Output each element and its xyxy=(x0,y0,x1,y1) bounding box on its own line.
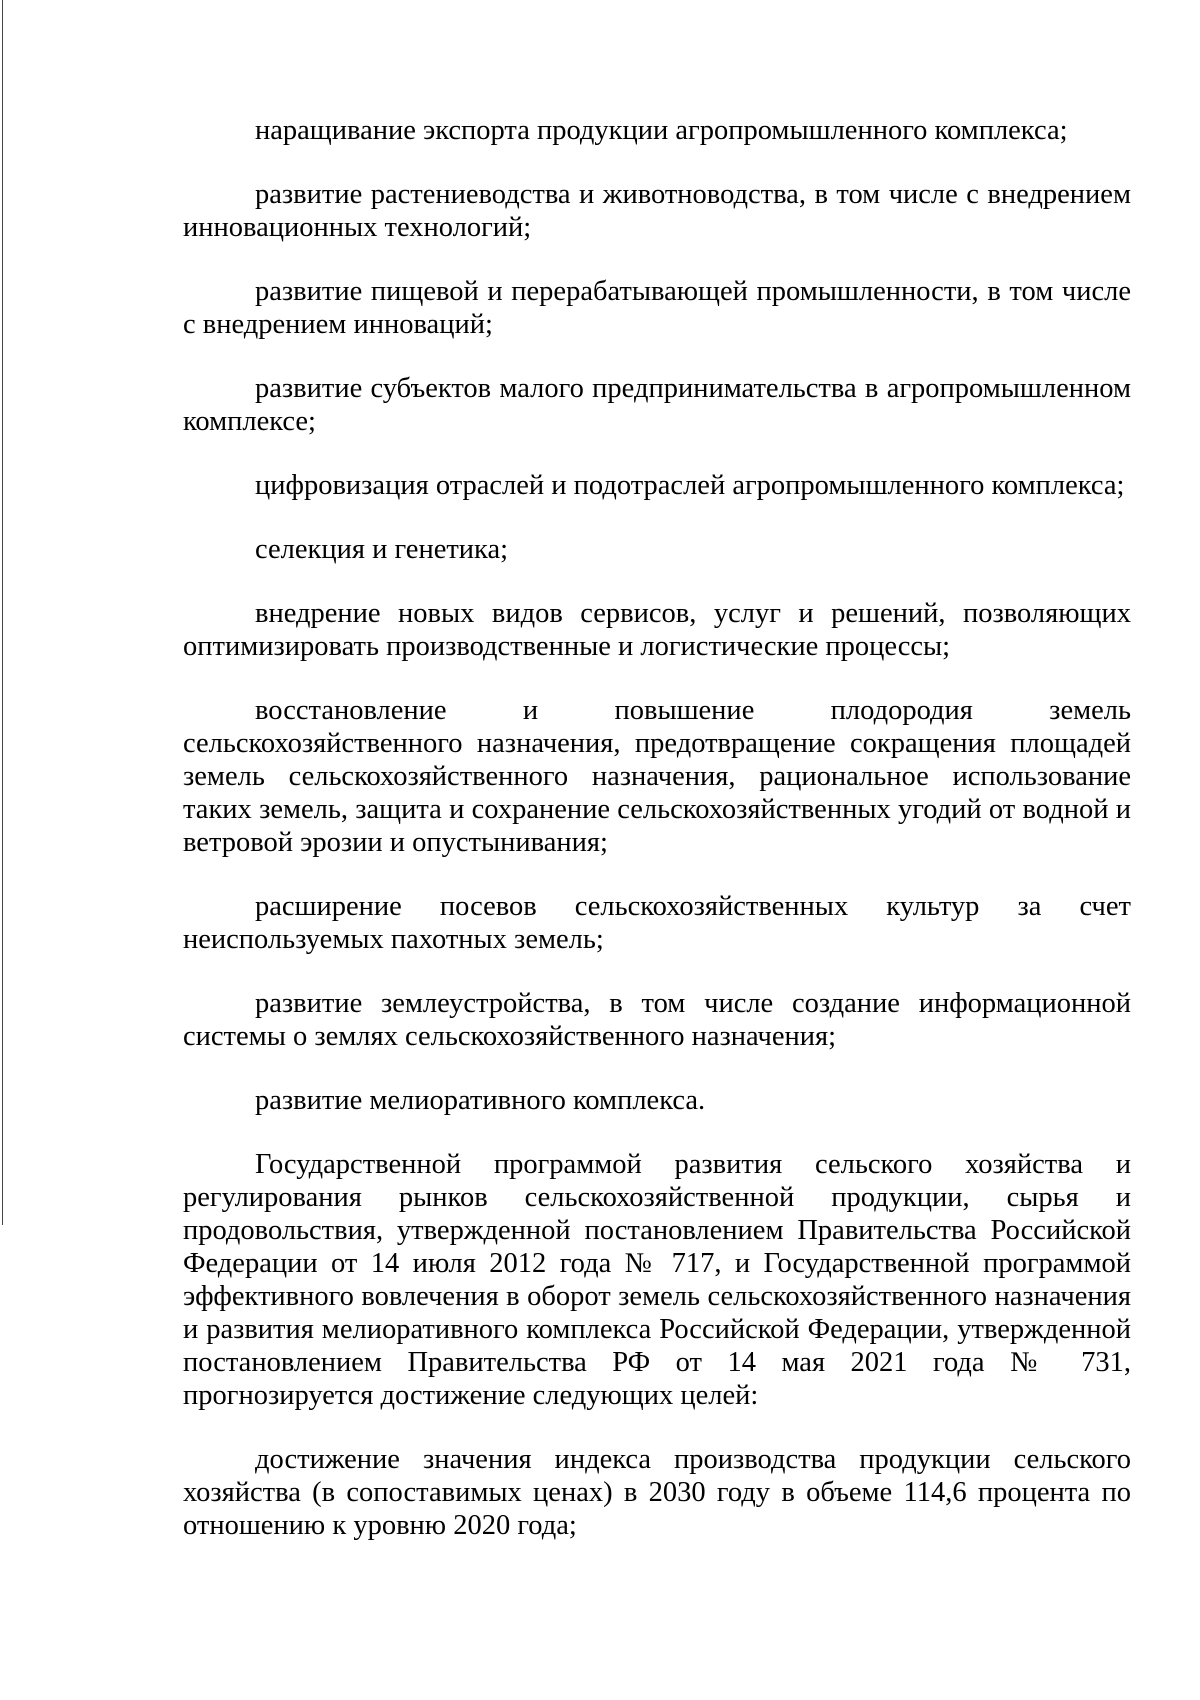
paragraph-new-services: внедрение новых видов сервисов, услуг и решений, позволяющих оптимизировать производственные и логистические процессы; xyxy=(183,598,1131,662)
paragraph-selection-genetics: селекция и генетика; xyxy=(255,534,509,565)
paragraph-land-management: развитие землеустройства, в том числе создание информационной системы о землях сельскохозяйственного назначения; xyxy=(183,988,1131,1052)
paragraph-production-index: достижение значения индекса производства продукции сельского хозяйства (в сопоставимых ценах) в 2030 году в объеме 114,6 процента по отношению к уровню 2020 года; xyxy=(183,1444,1131,1541)
paragraph-soil-fertility: восстановление и повышение плодородия земель сельскохозяйственного назначения, предотвращение сокращения площадей земель сельскохозяйственного назначения, рациональное использование таких земель, защита и сохранение сельскохозяйственных угодий от водной и ветровой эрозии и опустынивания; xyxy=(183,695,1131,858)
paragraph-digitalization: цифровизация отраслей и подотраслей агропромышленного комплекса; xyxy=(255,470,1125,501)
document-body xyxy=(183,114,1131,1573)
paragraph-melioration: развитие мелиоративного комплекса. xyxy=(255,1085,706,1116)
paragraph-small-business: развитие субъектов малого предпринимательства в агропромышленном комплексе; xyxy=(183,373,1131,437)
scan-edge-line xyxy=(2,0,3,1225)
paragraph-food-industry: развитие пищевой и перерабатывающей промышленности, в том числе с внедрением инноваций; xyxy=(183,276,1131,340)
paragraph-crop-livestock: развитие растениеводства и животноводства, в том числе с внедрением инновационных технологий; xyxy=(183,179,1131,243)
paragraph-export: наращивание экспорта продукции агропромышленного комплекса; xyxy=(255,115,1068,146)
paragraph-state-programs: Государственной программой развития сельского хозяйства и регулирования рынков сельскохозяйственной продукции, сырья и продовольствия, утвержденной постановлением Правительства Российской Федерации от 14 июля 2012 года № 717, и Государственной программой эффективного вовлечения в оборот земель сельскохозяйственного назначения и развития мелиоративного комплекса Российской Федерации, утвержденной постановлением Правительства РФ от 14 мая 2021 года № 731, прогнозируется достижение следующих целей: xyxy=(183,1149,1131,1411)
paragraph-expand-sowing: расширение посевов сельскохозяйственных культур за счет неиспользуемых пахотных земель; xyxy=(183,891,1131,955)
